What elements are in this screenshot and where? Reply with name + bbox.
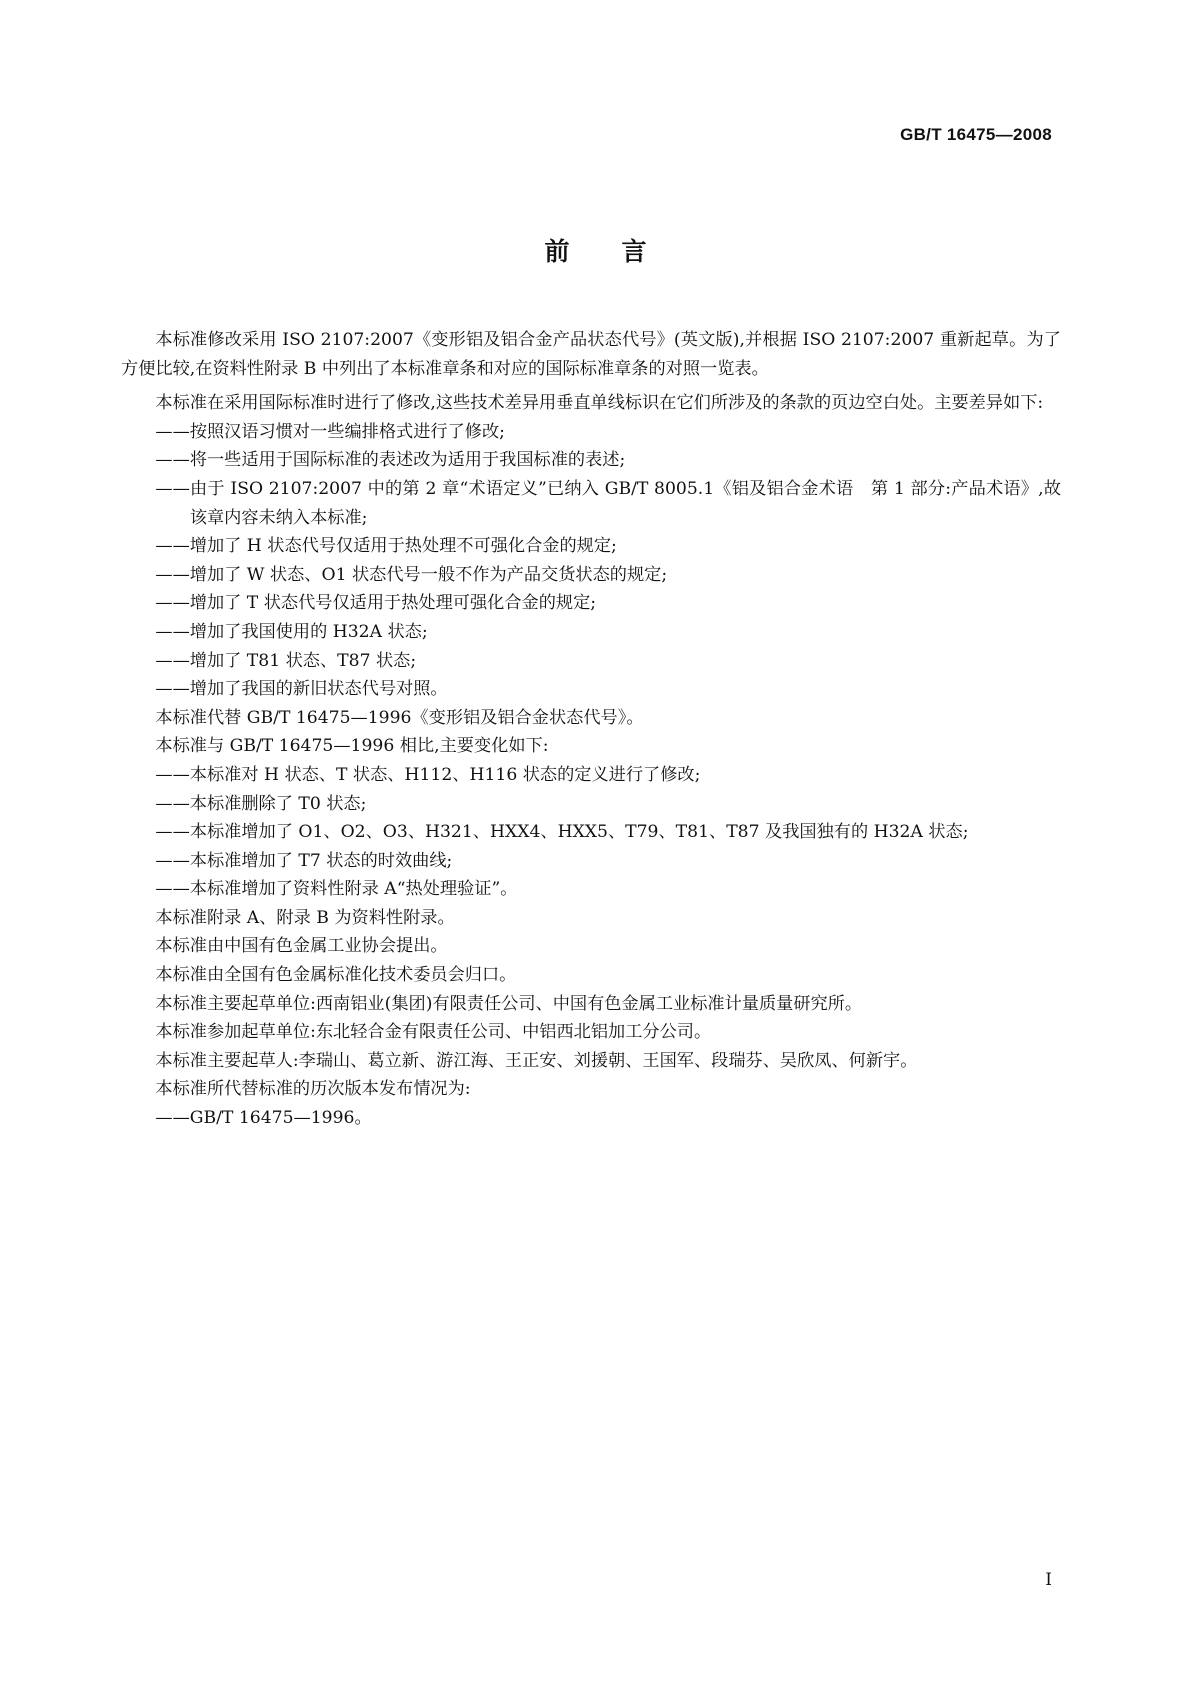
list-item: ——增加了 T 状态代号仅适用于热处理可强化合金的规定;: [155, 593, 597, 614]
list-item: ——GB/T 16475—1996。: [155, 1108, 372, 1129]
body-paragraph: 本标准主要起草人:李瑞山、葛立新、游江海、王正安、刘援朝、王国军、段瑞芬、吴欣凤、何新宇。: [155, 1050, 918, 1071]
body-paragraph: 本标准所代替标准的历次版本发布情况为:: [155, 1079, 471, 1100]
list-item: ——增加了我国的新旧状态代号对照。: [155, 679, 448, 700]
body-paragraph: 本标准附录 A、附录 B 为资料性附录。: [155, 907, 455, 928]
body-paragraph: 本标准与 GB/T 16475—1996 相比,主要变化如下:: [155, 736, 549, 757]
standard-number: GB/T 16475—2008: [900, 125, 1052, 144]
list-item: ——本标准增加了资料性附录 A“热处理验证”。: [155, 879, 518, 900]
list-item: ——增加了我国使用的 H32A 状态;: [155, 621, 428, 642]
body-paragraph: 本标准主要起草单位:西南铝业(集团)有限责任公司、中国有色金属工业标准计量质量研究所。: [155, 993, 863, 1014]
list-item: ——增加了 W 状态、O1 状态代号一般不作为产品交货状态的规定;: [155, 564, 668, 585]
body-paragraph: 本标准由全国有色金属标准化技术委员会归口。: [155, 965, 517, 986]
list-item: ——将一些适用于国际标准的表述改为适用于我国标准的表述;: [155, 450, 626, 471]
page-title: 前言: [544, 237, 699, 266]
document-body: [121, 326, 1061, 1133]
list-item: ——本标准增加了 T7 状态的时效曲线;: [155, 850, 453, 871]
page-number: I: [1045, 1570, 1052, 1590]
body-paragraph: 本标准修改采用 ISO 2107:2007《变形铝及铝合金产品状态代号》(英文版),并根据 ISO 2107:2007 重新起草。为了方便比较,在资料性附录 B 中列出了本标准章条和对应的国际标准章条的对照一览表。: [121, 330, 1061, 379]
body-paragraph: 本标准在采用国际标准时进行了修改,这些技术差异用垂直单线标识在它们所涉及的条款的页边空白处。主要差异如下:: [155, 393, 1044, 414]
list-item: ——按照汉语习惯对一些编排格式进行了修改;: [155, 421, 505, 442]
body-paragraph: 本标准代替 GB/T 16475—1996《变形铝及铝合金状态代号》。: [155, 707, 644, 728]
list-item: ——增加了 T81 状态、T87 状态;: [155, 650, 417, 671]
list-item: ——增加了 H 状态代号仅适用于热处理不可强化合金的规定;: [155, 536, 617, 557]
list-item: ——本标准增加了 O1、O2、O3、H321、HXX4、HXX5、T79、T81、T87 及我国独有的 H32A 状态;: [155, 822, 969, 843]
body-paragraph: 本标准参加起草单位:东北轻合金有限责任公司、中铝西北铝加工分公司。: [155, 1022, 712, 1043]
list-item: ——本标准对 H 状态、T 状态、H112、H116 状态的定义进行了修改;: [155, 764, 701, 785]
list-item: ——本标准删除了 T0 状态;: [155, 793, 367, 814]
list-item: ——由于 ISO 2107:2007 中的第 2 章“术语定义”已纳入 GB/T 8005.1《铝及铝合金术语 第 1 部分:产品术语》,故该章内容未纳入本标准;: [155, 478, 1061, 528]
body-paragraph: 本标准由中国有色金属工业协会提出。: [155, 936, 448, 957]
